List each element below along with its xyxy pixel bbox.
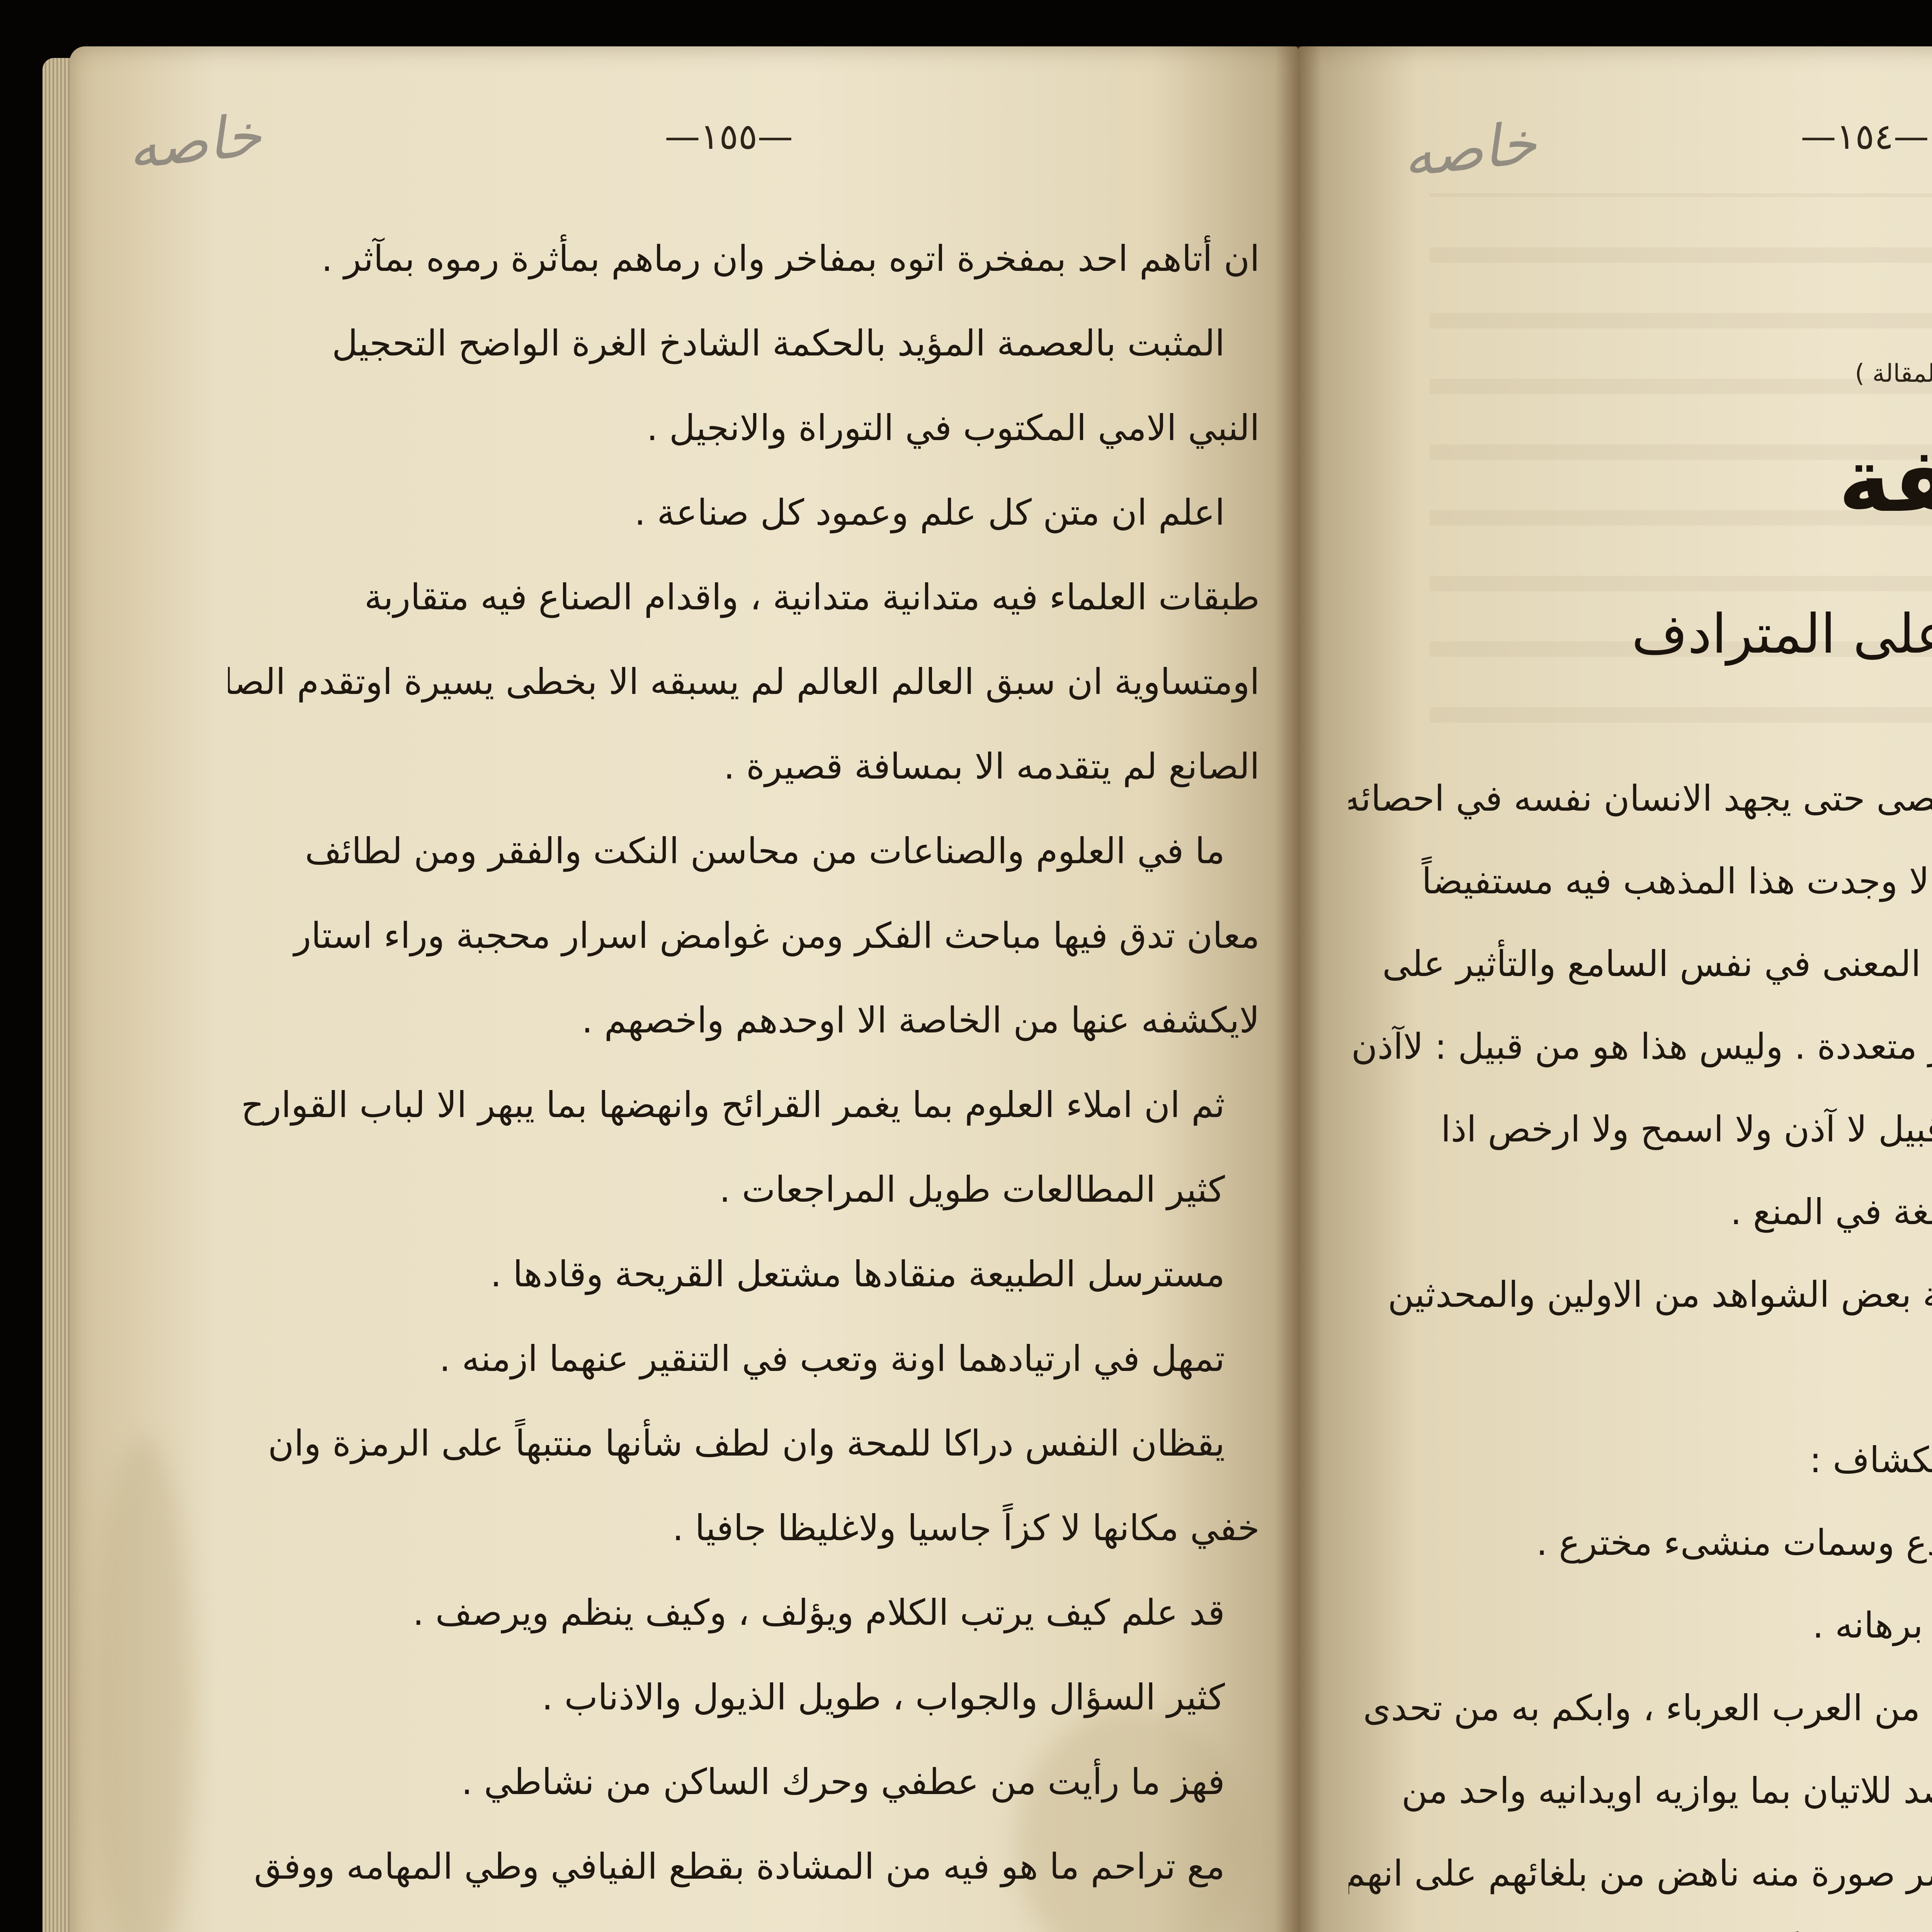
text-line: طبقات العلماء فيه متدانية متدانية ، واقدام الصناع فيه متقاربة xyxy=(228,555,1260,639)
page-number: —١٥٤— xyxy=(1801,116,1929,157)
text-line: من العرب العرباء ، وابكم به من تحدى xyxy=(1349,1667,1932,1750)
text-line: متعددة . وليس هذا هو من قبيل : لاآذن xyxy=(1349,1005,1932,1088)
text-line: فهز ما رأيت من عطفي وحرك الساكن من نشاطي . xyxy=(228,1740,1260,1824)
text-line: خفي مكانها لا كزاً جاسيا ولاغليظا جافيا . xyxy=(228,1486,1260,1570)
text-line: لا وجدت هذا المذهب فيه مستفيضاً xyxy=(1349,840,1932,923)
text-line: تمهل في ارتيادهما اونة وتعب في التنقير عنهما ازمنه . xyxy=(228,1316,1260,1401)
continuation-note: ( مقالة xyxy=(1662,359,1932,388)
text-line: صى حتى يجهد الانسان نفسه في احصائه xyxy=(1349,757,1932,840)
text-line: معان تدق فيها مباحث الفكر ومن غوامض اسرار محجبة وراء استار xyxy=(228,893,1260,978)
text-line: لايكشفه عنها من الخاصة الا اوحدهم واخصهم . xyxy=(228,978,1260,1063)
text-line: المثبت بالعصمة المؤيد بالحكمة الشادخ الغرة الواضح التحجيل xyxy=(228,301,1260,386)
text-line: ر صورة منه ناهض من بلغائهم على انهم xyxy=(1349,1832,1932,1915)
text-line: يقظان النفس دراكا للمحة وان لطف شأنها منتبهاً على الرمزة وان xyxy=(228,1401,1260,1486)
text-line: اومتساوية ان سبق العالم العالم لم يسبقه الا بخطى يسيرة اوتقدم الصانع xyxy=(228,639,1260,724)
text-line: ان أتاهم احد بمفخرة اتوه بمفاخر وان رماهم بمأثرة رموه بمآثر . xyxy=(228,216,1260,301)
text-line: اعلم ان متن كل علم وعمود كل صناعة . xyxy=(228,470,1260,555)
text-line: ما في العلوم والصناعات من محاسن النكت والفقر ومن لطائف xyxy=(228,809,1260,893)
text-line: ثم ان املاء العلوم بما يغمر القرائح وانهضها بما يبهر الا لباب القوارح xyxy=(228,1063,1260,1147)
pencil-annotation: خاصه xyxy=(1400,109,1540,190)
text-line: مع تراحم ما هو فيه من المشادة بقطع الفيافي وطي المهامه ووفق xyxy=(228,1824,1260,1909)
text-line: برهانه . xyxy=(1349,1584,1932,1667)
text-line: قد علم كيف يرتب الكلام ويؤلف ، وكيف ينظم ويرصف . xyxy=(228,1570,1260,1655)
text-line: كثير السؤال والجواب ، طويل الذيول والاذناب . xyxy=(228,1655,1260,1740)
pencil-annotation: خاصه xyxy=(124,101,265,182)
text-line: النبي الامي المكتوب في التوراة والانجيل . xyxy=(228,386,1260,470)
text-line: ع وسمات منشىء مخترع . xyxy=(1349,1502,1932,1584)
text-line: مسترسل الطبيعة منقادها مشتعل القريحة وقادها . xyxy=(228,1232,1260,1316)
article-subtitle: لى المترادف xyxy=(1507,603,1932,666)
text-line: بعض الشواهد من الاولين والمحدثين xyxy=(1349,1253,1932,1336)
text-line: بيل لا آذن ولا اسمح ولا ارخص اذا xyxy=(1349,1088,1932,1171)
text-line: كثير المطالعات طويل المراجعات . xyxy=(228,1147,1260,1232)
text-line: المعنى في نفس السامع والتأثير على xyxy=(1349,923,1932,1005)
text-line: د للاتيان بما يوازيه اويدانيه واحد من xyxy=(1349,1750,1932,1832)
text-line: كشاف : xyxy=(1349,1419,1932,1502)
page-number: —١٥٥— xyxy=(665,116,793,157)
text-line: غة في المنع . xyxy=(1349,1171,1932,1253)
article-title: ة xyxy=(1662,429,1932,532)
text-line: الصانع لم يتقدمه الا بمسافة قصيرة . xyxy=(228,724,1260,809)
